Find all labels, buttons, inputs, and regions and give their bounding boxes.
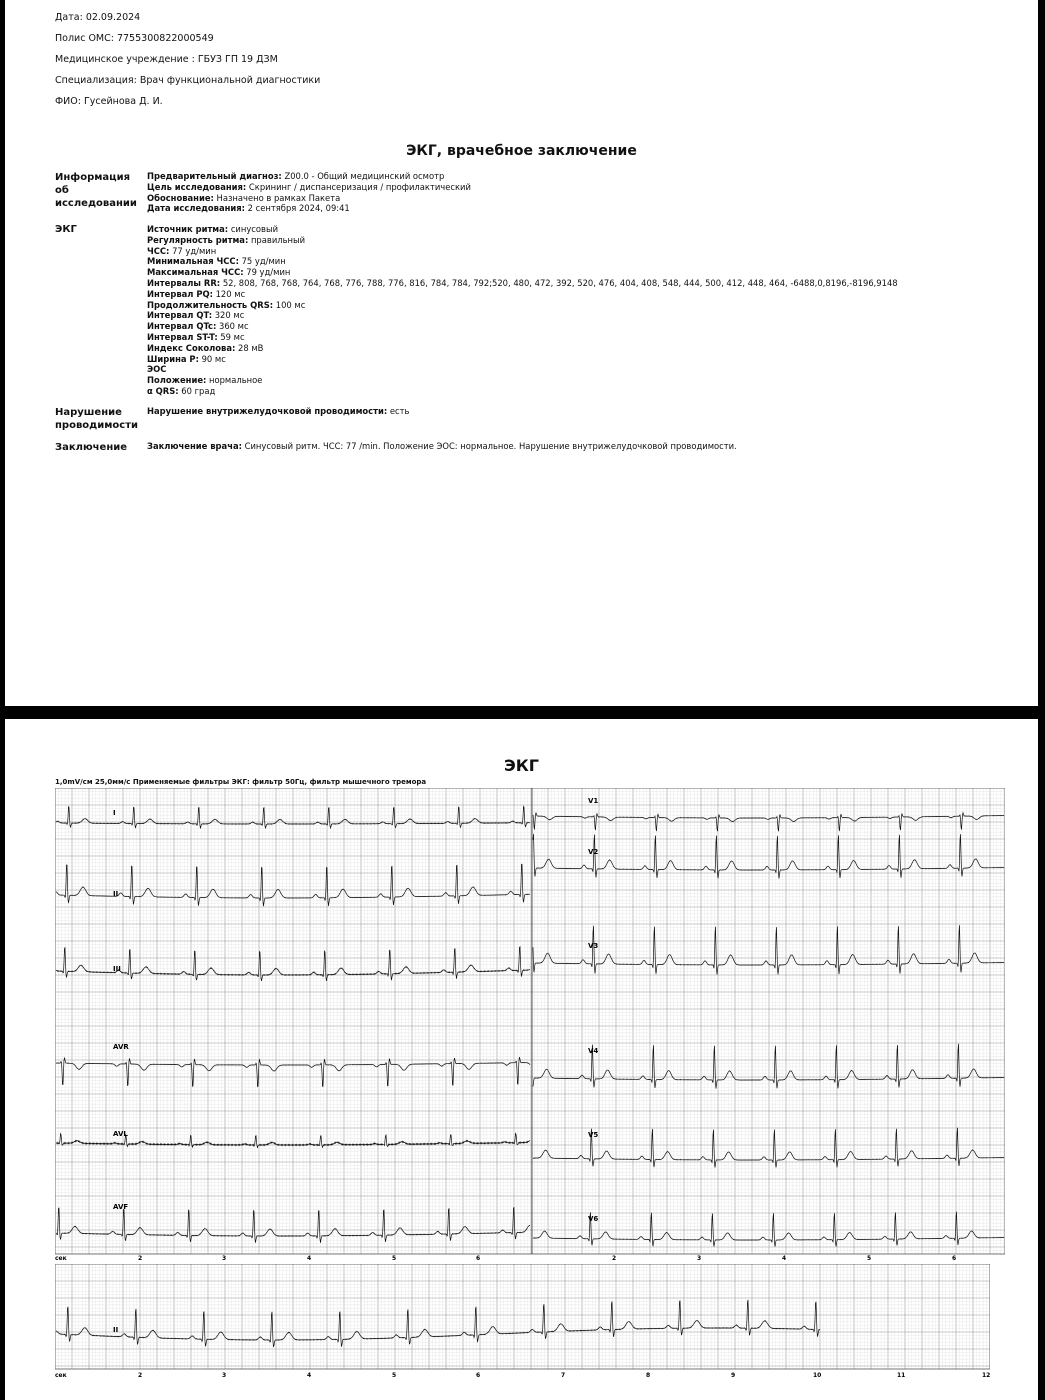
param-key: Интервал QTc:: [147, 321, 217, 332]
param-key: Максимальная ЧСС:: [147, 267, 244, 278]
conduction-section: [147, 406, 1027, 417]
conclusion-key: Заключение врача:: [147, 441, 242, 451]
param-value: 320 мс: [212, 310, 245, 321]
param-value: 59 мс: [217, 331, 245, 342]
lead-label-ii: II: [113, 890, 119, 898]
lead-label-avl: AVL: [113, 1130, 128, 1138]
param-value: 77 уд/мин: [169, 245, 217, 256]
ecg-trace: [533, 1128, 1004, 1168]
param-value: синусовый: [228, 224, 279, 234]
tick-label: 2: [138, 1372, 143, 1379]
policy-line: Полис ОМС: 7755300822000549: [55, 33, 214, 44]
tick-label: 3: [222, 1372, 227, 1379]
tick-label: 4: [782, 1255, 787, 1262]
param-key: Ширина P:: [147, 353, 199, 364]
conclusion-section: [147, 441, 1027, 452]
tick-label: 9: [731, 1372, 736, 1379]
ecg-page: [5, 719, 1038, 1400]
tick-label: 4: [307, 1372, 312, 1379]
lead-label-v2: V2: [588, 848, 599, 856]
ecg-trace: [533, 925, 1004, 974]
param-value: 75 уд/мин: [238, 256, 286, 267]
lead-label-avf: AVF: [113, 1203, 129, 1211]
param-key: Регулярность ритма:: [147, 234, 249, 245]
specialization-line: Специализация: Врач функциональной диагностики: [55, 75, 321, 86]
param-value: 360 мс: [216, 321, 249, 332]
conclusion-value: Синусовый ритм. ЧСС: 77 /min. Положение ЭОС: нормальное. Нарушение внутрижелудочковой проводимости.: [241, 441, 737, 451]
tick-label: 5: [392, 1255, 397, 1262]
sec-axis-label: сек: [55, 1255, 67, 1262]
param-key: Продолжительность QRS:: [147, 299, 274, 310]
rhythm-lead-label: II: [113, 1326, 119, 1334]
tick-label: 12: [982, 1372, 990, 1379]
date-line: Дата: 02.09.2024: [55, 12, 141, 23]
ecg-label: ЭКГ: [55, 224, 77, 235]
param-key: Интервал QT:: [147, 310, 213, 321]
param-key: ЧСС:: [147, 245, 170, 256]
tick-label: 11: [897, 1372, 906, 1379]
conduction-value: есть: [387, 406, 410, 416]
diagnosis-key: Предварительный диагноз:: [147, 171, 282, 181]
report-page: [5, 0, 1038, 706]
param-value: правильный: [248, 234, 306, 245]
conclusion-label: Заключение: [55, 442, 128, 453]
param-key: Минимальная ЧСС:: [147, 256, 239, 267]
lead-label-i: I: [113, 809, 116, 817]
diagnosis-value: Z00.0 - Общий медицинский осмотр: [281, 171, 445, 181]
param-key: ЭОС: [147, 364, 167, 375]
param-value: 90 мс: [198, 353, 226, 364]
param-key: Источник ритма:: [147, 224, 229, 234]
report-title: ЭКГ, врачебное заключение: [406, 143, 637, 159]
param-key: Интервалы RR:: [147, 277, 221, 288]
goal-value: Скрининг / диспансеризация / профилактический: [246, 181, 471, 192]
ecg-12-lead-grid: [55, 788, 1005, 1262]
study-info-section: [147, 171, 1027, 214]
param-value: 79 уд/мин: [243, 267, 291, 278]
tick-label: 4: [307, 1255, 312, 1262]
tick-label: 6: [476, 1255, 481, 1262]
tick-label: 6: [952, 1255, 957, 1262]
ecg-trace: [533, 1212, 1004, 1247]
tick-label: 10: [813, 1372, 822, 1379]
lead-label-v5: V5: [588, 1131, 599, 1139]
tick-label: 8: [646, 1372, 651, 1379]
sec-axis-label: сек: [55, 1372, 67, 1379]
conduction-key: Нарушение внутрижелудочковой проводимости:: [147, 406, 388, 416]
goal-key: Цель исследования:: [147, 181, 247, 192]
param-key: Индекс Соколова:: [147, 342, 236, 353]
conduction-label: Нарушение проводимости: [55, 407, 138, 431]
param-value: нормальное: [206, 375, 263, 386]
study-info-label: Информация об исследовании: [55, 172, 137, 209]
param-key: Интервал ST-T:: [147, 331, 218, 342]
study-date-key: Дата исследования:: [147, 203, 245, 214]
tick-label: 2: [138, 1255, 143, 1262]
tick-label: 7: [561, 1372, 566, 1379]
lead-label-avr: AVR: [113, 1043, 129, 1051]
grid: [55, 788, 1005, 1254]
ecg-title: ЭКГ: [503, 756, 539, 775]
lead-label-v1: V1: [588, 797, 599, 805]
lead-label-v3: V3: [588, 942, 599, 950]
tick-label: 3: [222, 1255, 227, 1262]
param-key: Интервал PQ:: [147, 288, 213, 299]
tick-label: 2: [612, 1255, 617, 1262]
tick-label: 5: [867, 1255, 872, 1262]
ecg-trace: [533, 1044, 1004, 1089]
param-value: 60 град: [178, 385, 216, 396]
param-value: 120 мс: [212, 288, 246, 299]
lead-label-iii: III: [113, 965, 121, 973]
tick-label: 6: [476, 1372, 481, 1379]
tick-label: 3: [697, 1255, 702, 1262]
study-date-value: 2 сентября 2024, 09:41: [245, 203, 350, 214]
param-key: α QRS:: [147, 385, 179, 396]
param-key: Положение:: [147, 375, 207, 386]
institution-line: Медицинское учреждение : ГБУЗ ГП 19 ДЗМ: [55, 54, 278, 65]
reason-value: Назначено в рамках Пакета: [213, 192, 341, 203]
param-value: 100 мс: [273, 299, 306, 310]
grid: [55, 1264, 990, 1369]
reason-key: Обоснование:: [147, 192, 214, 203]
patient-name-line: ФИО: Гусейнова Д. И.: [55, 96, 163, 107]
ecg-rhythm-strip: [55, 1264, 990, 1379]
tick-label: 5: [392, 1372, 397, 1379]
param-value: 52, 808, 768, 768, 764, 768, 776, 788, 776, 816, 784, 784, 792;520, 480, 472, 392, 520, 476, 404, 408, 548, 444, 500, 412, 448, 464, -6488,0,8196,-8196,9148: [220, 277, 898, 288]
param-value: 28 мВ: [235, 342, 264, 353]
ecg-parameters: [147, 224, 1027, 397]
traces: [56, 788, 1004, 1254]
filters-line: 1,0mV/см 25,0мм/с Применяемые фильтры ЭКГ: фильтр 50Гц, фильтр мышечного тремора: [55, 778, 427, 786]
lead-label-v6: V6: [588, 1215, 599, 1223]
lead-label-v4: V4: [588, 1047, 599, 1055]
